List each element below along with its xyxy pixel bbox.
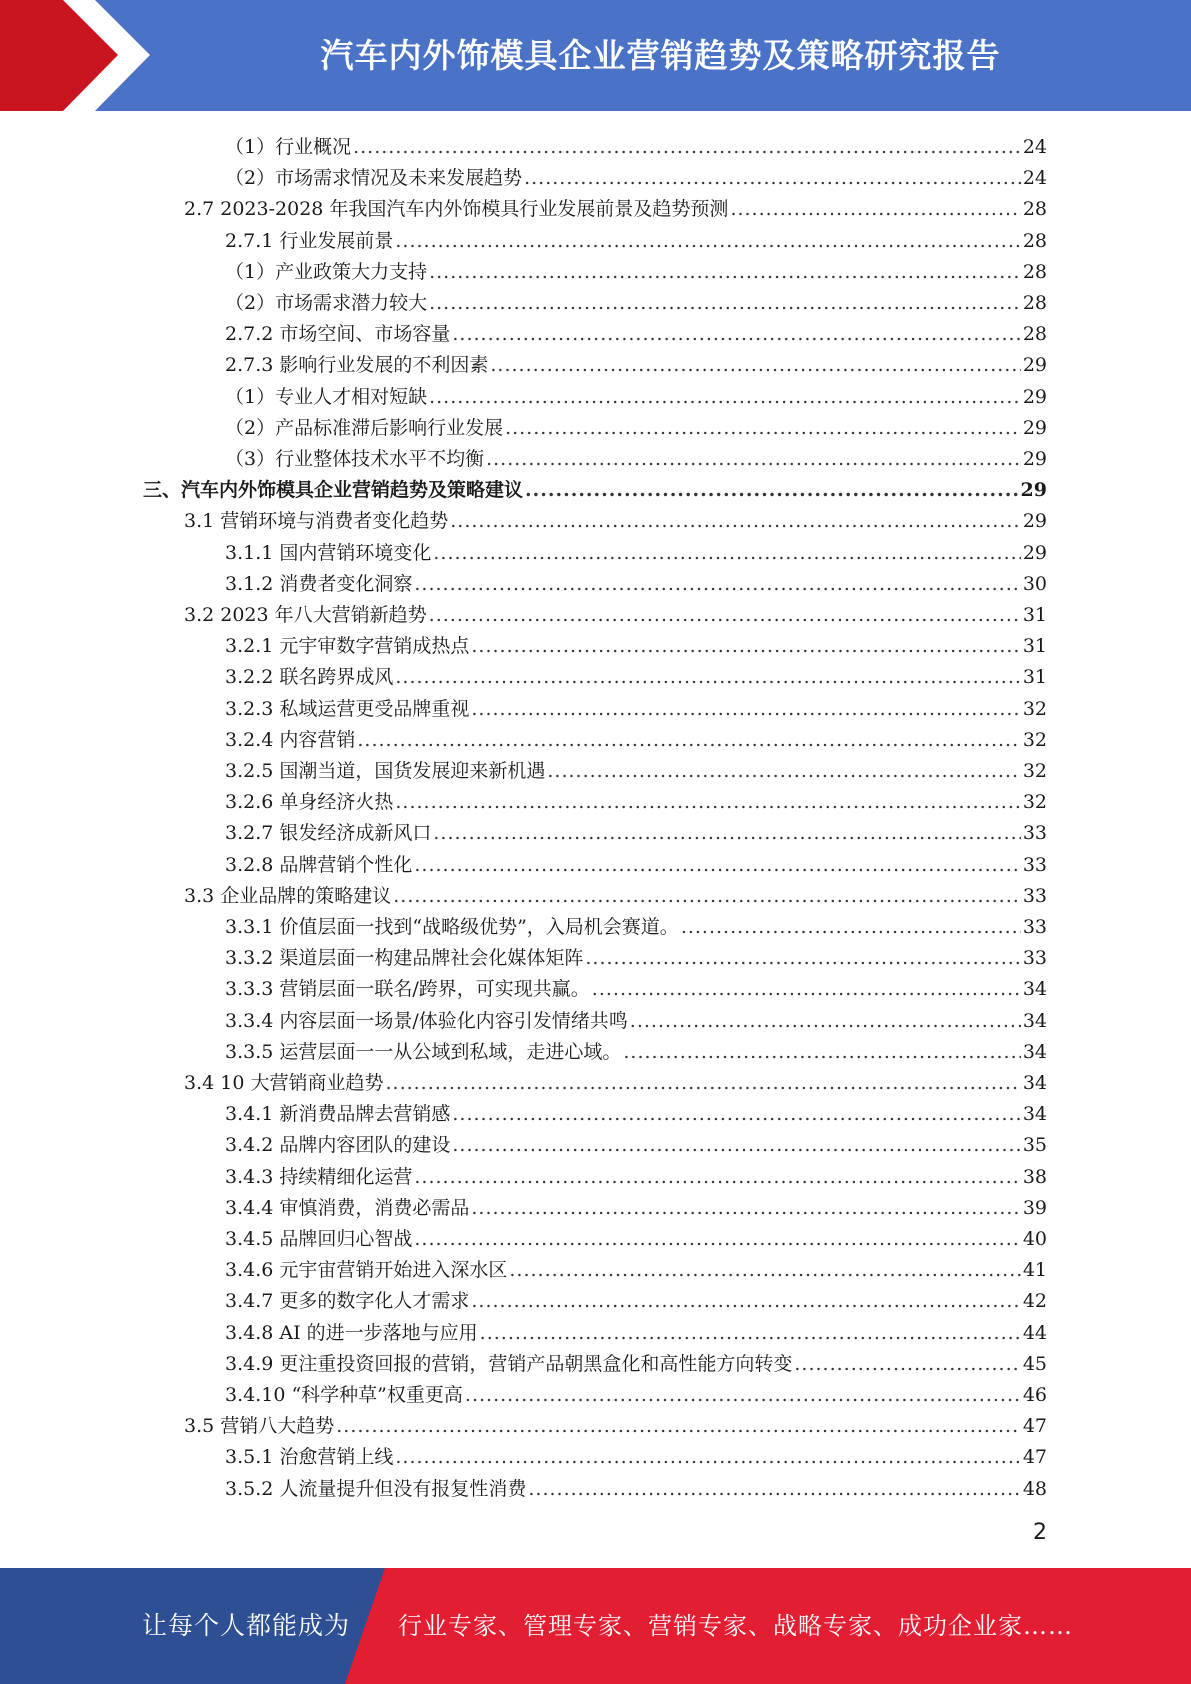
- toc-leader-dots: [547, 759, 1020, 783]
- toc-leader-dots: [471, 634, 1020, 658]
- toc-leader-dots: [730, 197, 1020, 221]
- toc-entry-title: 2.7.1 行业发展前景: [225, 229, 394, 252]
- toc-entry-page: 28: [1022, 292, 1047, 314]
- header-banner: [0, 0, 1191, 111]
- toc-entry-page: 29: [1022, 448, 1047, 470]
- toc-entry[interactable]: [184, 502, 1047, 533]
- toc-entry-title: 2.7.2 市场空间、市场容量: [225, 323, 451, 346]
- toc-entry[interactable]: [225, 346, 1047, 377]
- toc-entry[interactable]: [225, 315, 1047, 346]
- toc-entry-page: 33: [1022, 822, 1047, 845]
- toc-entry[interactable]: [143, 471, 1047, 502]
- toc-entry-title: 3.5 营销八大趋势: [184, 1415, 335, 1438]
- toc-entry-page: 40: [1022, 1228, 1047, 1250]
- toc-entry-title: 3.5.2 人流量提升但没有报复性消费: [225, 1477, 527, 1500]
- toc-entry-page: 29: [1022, 416, 1047, 439]
- toc-entry-title: 3.4.9 更注重投资回报的营销，营销产品朝黑盒化和高性能方向转变: [225, 1352, 793, 1375]
- toc-entry-title: 3.2.8 品牌营销个性化: [225, 853, 413, 876]
- toc-entry-title: 3.5.1 治愈营销上线: [225, 1446, 394, 1469]
- footer-banner: [0, 1568, 1191, 1684]
- toc-entry[interactable]: [225, 970, 1047, 1001]
- toc-entry-title: （1）行业概况: [225, 136, 352, 158]
- toc-leader-dots: [393, 884, 1021, 908]
- toc-entry[interactable]: [225, 253, 1047, 284]
- toc-entry[interactable]: [225, 128, 1047, 159]
- toc-entry-page: 29: [1022, 541, 1047, 564]
- toc-entry-title: （1）专业人才相对短缺: [225, 385, 428, 408]
- toc-leader-dots: [353, 135, 1021, 159]
- toc-leader-dots: [429, 385, 1021, 409]
- toc-leader-dots: [395, 1445, 1020, 1469]
- toc-leader-dots: [452, 322, 1020, 346]
- toc-leader-dots: [480, 1321, 1021, 1345]
- document-title: 汽车内外饰模具企业营销趋势及策略研究报告: [320, 36, 1001, 75]
- toc-leader-dots: [490, 353, 1020, 377]
- toc-entry-page: 39: [1022, 1196, 1047, 1219]
- toc-leader-dots: [592, 977, 1021, 1001]
- toc-entry-page: 46: [1022, 1384, 1047, 1406]
- toc-entry-title: 2.7 2023-2028 年我国汽车内外饰模具行业发展前景及趋势预测: [184, 198, 729, 221]
- toc-entry-title: 三、汽车内外饰模具企业营销趋势及策略建议: [143, 479, 524, 502]
- toc-entry[interactable]: [184, 877, 1047, 908]
- toc-entry-page: 42: [1022, 1290, 1047, 1313]
- page-number: 2: [1033, 1520, 1047, 1545]
- toc-leader-dots: [414, 572, 1020, 596]
- toc-entry[interactable]: [225, 627, 1047, 658]
- toc-entry-page: 28: [1022, 260, 1047, 283]
- toc-leader-dots: [357, 728, 1020, 752]
- toc-entry-page: 28: [1022, 323, 1047, 346]
- toc-entry[interactable]: [225, 1220, 1047, 1251]
- toc-entry[interactable]: [225, 1438, 1047, 1469]
- toc-entry[interactable]: [184, 1064, 1047, 1095]
- toc-entry-page: 32: [1022, 697, 1047, 720]
- toc-entry[interactable]: [225, 1158, 1047, 1189]
- toc-leader-dots: [414, 853, 1020, 877]
- toc-leader-dots: [429, 260, 1021, 284]
- toc-entry-page: 34: [1022, 1040, 1047, 1063]
- toc-entry[interactable]: [225, 159, 1047, 190]
- toc-entry-title: 3.4.2 品牌内容团队的建设: [225, 1134, 451, 1157]
- toc-entry-title: 3.2.2 联名跨界成风: [225, 666, 394, 689]
- toc-entry-page: 32: [1022, 791, 1047, 814]
- toc-leader-dots: [486, 447, 1021, 471]
- toc-leader-dots: [395, 229, 1020, 253]
- toc-leader-dots: [336, 1414, 1021, 1438]
- toc-leader-dots: [471, 697, 1020, 721]
- toc-entry[interactable]: [225, 222, 1047, 253]
- toc-leader-dots: [433, 821, 1020, 845]
- toc-leader-dots: [471, 1289, 1020, 1313]
- toc-leader-dots: [528, 1477, 1020, 1501]
- toc-entry-page: 45: [1022, 1352, 1047, 1375]
- toc-entry-title: 2.7.3 影响行业发展的不利因素: [225, 354, 489, 377]
- toc-leader-dots: [385, 1071, 1020, 1095]
- toc-entry[interactable]: [225, 1470, 1047, 1501]
- toc-entry-page: 34: [1022, 1009, 1047, 1032]
- toc-entry-title: 3.4.5 品牌回归心智战: [225, 1228, 413, 1250]
- toc-entry-page: 31: [1022, 604, 1047, 626]
- toc-entry-page: 48: [1022, 1477, 1047, 1500]
- toc-entry-title: 3.2.3 私域运营更受品牌重视: [225, 697, 470, 720]
- toc-entry-page: 29: [1020, 479, 1047, 502]
- toc-entry[interactable]: [225, 1345, 1047, 1376]
- toc-entry-title: 3.2.6 单身经济火热: [225, 791, 394, 814]
- toc-entry-page: 33: [1022, 916, 1047, 938]
- toc-leader-dots: [794, 1352, 1020, 1376]
- toc-leader-dots: [429, 603, 1021, 627]
- toc-entry[interactable]: [225, 721, 1047, 752]
- toc-entry[interactable]: [225, 378, 1047, 409]
- toc-entry-title: 3.4.1 新消费品牌去营销感: [225, 1103, 451, 1126]
- toc-entry[interactable]: [225, 690, 1047, 721]
- toc-entry-page: 29: [1022, 510, 1047, 533]
- toc-entry[interactable]: [225, 1251, 1047, 1282]
- toc-entry-title: 3.4.4 审慎消费，消费必需品: [225, 1196, 470, 1219]
- toc-entry-page: 33: [1022, 947, 1047, 970]
- toc-entry-page: 33: [1022, 884, 1047, 907]
- toc-entry-title: （2）市场需求情况及未来发展趋势: [225, 167, 523, 190]
- toc-leader-dots: [450, 509, 1021, 533]
- toc-entry[interactable]: [225, 1095, 1047, 1126]
- toc-leader-dots: [395, 665, 1020, 689]
- toc-leader-dots: [452, 1102, 1020, 1126]
- toc-entry-title: 3.2.5 国潮当道，国货发展迎来新机遇: [225, 760, 546, 782]
- toc-entry[interactable]: [225, 1282, 1047, 1313]
- toc-entry[interactable]: [225, 284, 1047, 315]
- toc-entry-title: 3.3.3 营销层面一联名/跨界，可实现共赢。: [225, 978, 590, 1001]
- toc-entry-title: 3.2.7 银发经济成新风口: [225, 822, 432, 845]
- toc-entry-page: 28: [1022, 229, 1047, 252]
- toc-entry-title: 3.3.5 运营层面一一从公域到私域，走进心域。: [225, 1040, 622, 1063]
- toc-entry-page: 32: [1022, 728, 1047, 751]
- toc-entry[interactable]: [225, 1376, 1047, 1407]
- toc-entry-title: 3.2 2023 年八大营销新趋势: [184, 604, 427, 626]
- toc-entry-page: 30: [1022, 572, 1047, 595]
- toc-entry-page: 35: [1022, 1134, 1047, 1157]
- toc-entry[interactable]: [184, 1407, 1047, 1438]
- toc-leader-dots: [414, 1165, 1020, 1189]
- toc-entry[interactable]: [225, 814, 1047, 845]
- toc-entry-title: 3.3.2 渠道层面一构建品牌社会化媒体矩阵: [225, 947, 584, 970]
- toc-entry-title: 3.4.3 持续精细化运营: [225, 1165, 413, 1188]
- toc-entry-page: 29: [1022, 354, 1047, 377]
- toc-entry[interactable]: [225, 1002, 1047, 1033]
- toc-entry-page: 34: [1022, 1103, 1047, 1126]
- toc-entry[interactable]: [225, 565, 1047, 596]
- toc-leader-dots: [429, 291, 1021, 315]
- toc-leader-dots: [630, 1009, 1021, 1033]
- toc-entry-title: 3.2.4 内容营销: [225, 728, 356, 751]
- toc-entry[interactable]: [225, 658, 1047, 689]
- toc-entry-page: 24: [1022, 167, 1047, 190]
- toc-entry-title: （1）产业政策大力支持: [225, 260, 428, 283]
- toc-entry[interactable]: [225, 783, 1047, 814]
- toc-entry-title: 3.3 企业品牌的策略建议: [184, 884, 392, 907]
- toc-entry-page: 29: [1022, 385, 1047, 408]
- toc-leader-dots: [414, 1227, 1020, 1251]
- toc-leader-dots: [505, 416, 1021, 440]
- toc-leader-dots: [471, 1196, 1020, 1220]
- toc-leader-dots: [585, 946, 1020, 970]
- toc-entry-page: 32: [1022, 760, 1047, 782]
- toc-entry-page: 31: [1022, 666, 1047, 689]
- toc-entry[interactable]: [184, 596, 1047, 627]
- toc-entry[interactable]: [225, 908, 1047, 939]
- toc-leader-dots: [524, 166, 1021, 190]
- toc-entry-title: （2）市场需求潜力较大: [225, 292, 428, 314]
- toc-entry-title: 3.4.7 更多的数字化人才需求: [225, 1290, 470, 1313]
- toc-entry-title: 3.3.1 价值层面一找到“战略级优势”，入局机会赛道。: [225, 916, 679, 938]
- toc-entry-page: 38: [1022, 1165, 1047, 1188]
- toc-entry-page: 28: [1022, 198, 1047, 221]
- toc-entry[interactable]: [225, 534, 1047, 565]
- toc-entry[interactable]: [225, 939, 1047, 970]
- toc-entry[interactable]: [225, 1033, 1047, 1064]
- toc-entry-page: 47: [1022, 1415, 1047, 1438]
- toc-entry[interactable]: [225, 1314, 1047, 1345]
- footer-slogan-left: 让每个人都能成为: [142, 1611, 351, 1640]
- toc-leader-dots: [681, 915, 1021, 939]
- toc-entry-title: 3.1.2 消费者变化洞察: [225, 572, 413, 595]
- toc-entry-title: 3.1 营销环境与消费者变化趋势: [184, 510, 449, 533]
- toc-entry-page: 41: [1022, 1259, 1047, 1282]
- toc-entry-title: （3）行业整体技术水平不均衡: [225, 448, 485, 470]
- toc-entry-title: 3.4.10 “科学种草”权重更高: [225, 1384, 463, 1406]
- toc-leader-dots: [525, 478, 1019, 502]
- toc-entry[interactable]: [225, 1189, 1047, 1220]
- toc-entry-title: （2）产品标准滞后影响行业发展: [225, 416, 504, 439]
- toc-entry-page: 34: [1022, 978, 1047, 1001]
- toc-entry-page: 34: [1022, 1072, 1047, 1094]
- toc-entry[interactable]: [225, 1126, 1047, 1157]
- toc-leader-dots: [465, 1383, 1021, 1407]
- toc-entry[interactable]: [225, 846, 1047, 877]
- toc-leader-dots: [395, 790, 1020, 814]
- toc-entry[interactable]: [225, 440, 1047, 471]
- toc-entry[interactable]: [225, 409, 1047, 440]
- toc-entry-page: 24: [1022, 136, 1047, 158]
- toc-leader-dots: [452, 1133, 1020, 1157]
- toc-entry-page: 47: [1022, 1446, 1047, 1469]
- toc-entry-page: 31: [1022, 635, 1047, 658]
- toc-entry-title: 3.3.4 内容层面一场景/体验化内容引发情绪共鸣: [225, 1009, 628, 1032]
- toc-entry-title: 3.4.8 AI 的进一步落地与应用: [225, 1321, 478, 1344]
- toc-entry[interactable]: [225, 752, 1047, 783]
- toc-entry-title: 3.1.1 国内营销环境变化: [225, 541, 432, 564]
- toc-entry-page: 44: [1022, 1321, 1047, 1344]
- toc-entry-title: 3.4 10 大营销商业趋势: [184, 1072, 384, 1094]
- toc-entry-title: 3.2.1 元宇审数字营销成热点: [225, 635, 470, 658]
- toc-leader-dots: [509, 1258, 1020, 1282]
- footer-slogan-right: 行业专家、管理专家、营销专家、战略专家、成功企业家……: [398, 1612, 1073, 1640]
- toc-leader-dots: [433, 541, 1020, 565]
- toc-leader-dots: [623, 1040, 1020, 1064]
- toc-entry[interactable]: [184, 190, 1047, 221]
- toc-entry-page: 33: [1022, 853, 1047, 876]
- toc-entry-title: 3.4.6 元宇宙营销开始进入深水区: [225, 1259, 508, 1282]
